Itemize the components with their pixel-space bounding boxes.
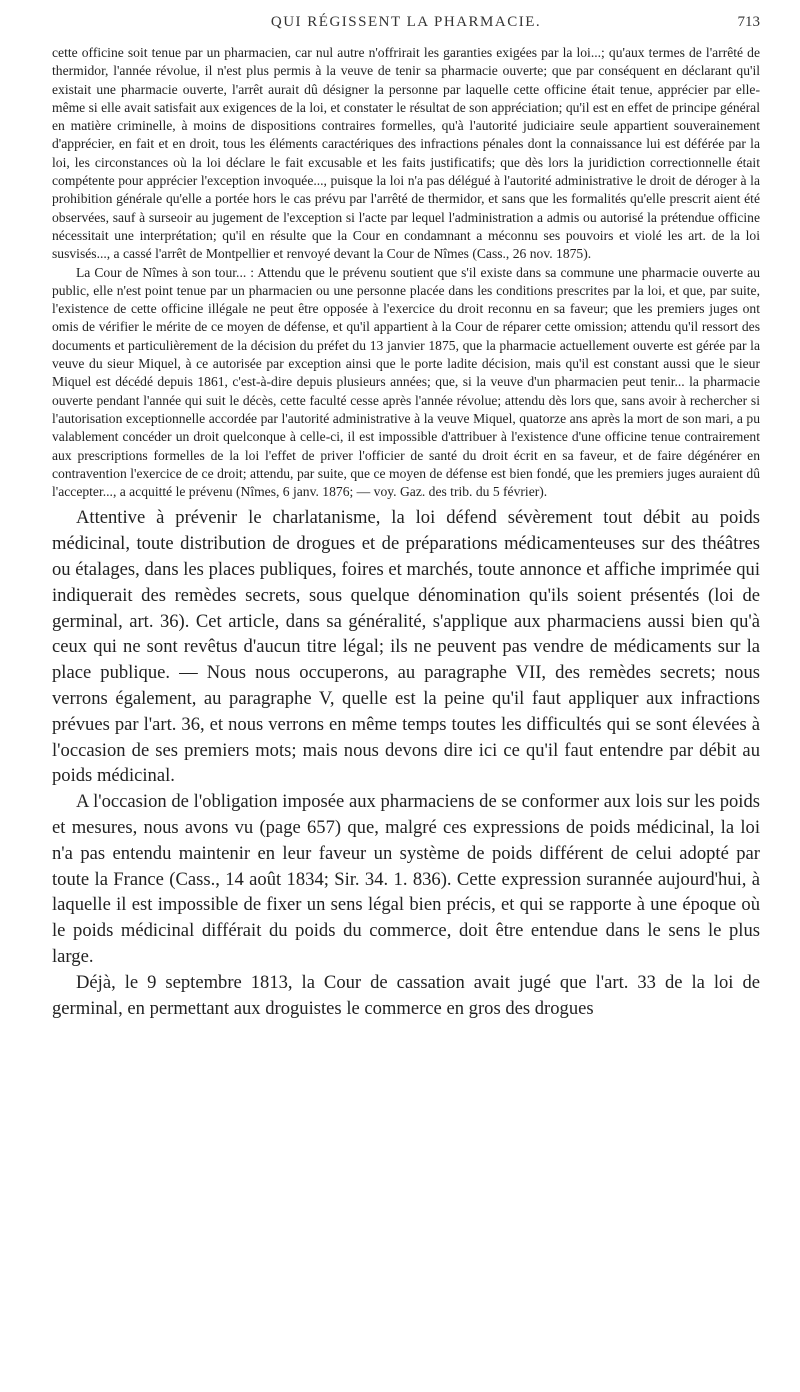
main-paragraph-3: Déjà, le 9 septembre 1813, la Cour de cassation avait jugé que l'art. 33 de la loi de germinal, en permettant aux droguistes le commerce en gros des drogues <box>52 971 760 1019</box>
quoted-judgments <box>52 44 760 501</box>
main-paragraph-1: Attentive à prévenir le charlatanisme, la loi défend sévèrement tout débit au poids médicinal, toute distribution de drogues et de préparations médicamenteuses sur des théâtres ou étalages, dans les places publiques, foires et marchés, toute annonce et affiche imprimée qui indiquerait des remèdes secrets, sous quelque dénomination qu'ils soient présentés (loi de germinal, art. 36). Cet article, dans sa généralité, s'applique aux pharmaciens aussi bien qu'à ceux qui ne sont revêtus d'aucun titre légal; ils ne peuvent pas vendre de médicaments sur la place publique. — Nous nous occuperons, au paragraphe VII, des remèdes secrets; nous verrons également, au paragraphe V, quelle est la peine qu'il faut appliquer aux infractions prévues par l'art. 36, et nous verrons en même temps toutes les difficultés qui se sont élevées à l'occasion de ses premiers mots; mais nous devons dire ici ce qu'il faut entendre par débit au poids médicinal. <box>52 507 760 787</box>
book-page <box>52 14 760 1384</box>
main-text <box>52 505 760 1021</box>
running-header <box>52 14 760 44</box>
small-paragraph-2: La Cour de Nîmes à son tour... : Attendu que le prévenu soutient que s'il existe dans sa commune une pharmacie ouverte au public, elle n'est point tenue par un pharmacien ou une personne placée dans les conditions prescrites par la loi, et que, par suite, l'existence de cette officine illégale ne peut être opposée à l'exercice du droit reconnu en sa faveur; que les premiers juges ont omis de vérifier le mérite de ce moyen de défense, et qu'il appartient à la Cour de réparer cette omission; attendu qu'il ressort des documents et particulièrement de la décision du préfet du 13 janvier 1875, que la pharmacie actuellement ouverte est gérée par la veuve du sieur Miquel, à ce autorisée par exception ainsi que le porte ladite décision, mais qu'il est constant aussi que le sieur Miquel est décédé depuis 1861, c'est-à-dire depuis plusieurs années; que, si la veuve d'un pharmacien peut tenir... la pharmacie ouverte pendant l'année qui suit le décès, cette faculté cesse après l'année révolue; attendu dès lors que, sans avoir à rechercher si l'autorisation exceptionnelle accordée par l'autorité administrative à la veuve Miquel, quatorze ans après la mort de son mari, a pu valablement concéder un droit quelconque à celle-ci, il est impossible d'attribuer à l'existence d'une officine tenue contrairement aux prescriptions formelles de la loi l'effet de priver l'officier de santé du droit écrit en sa faveur, et de faire dégénérer en contravention l'exercice de ce droit; attendu, par suite, que ce moyen de défense est bien fondé, que les premiers juges auraient dû l'accepter..., a acquitté le prévenu (Nîmes, 6 janv. 1876; — voy. Gaz. des trib. du 5 février). <box>52 264 760 500</box>
small-paragraph-1: cette officine soit tenue par un pharmacien, car nul autre n'offrirait les garanties exigées par la loi...; qu'aux termes de l'arrêté de thermidor, l'année révolue, il n'est plus permis à la veuve de tenir sa pharmacie ouverte; que par conséquent en déclarant qu'il existait une pharmacie ouverte, l'arrêt aurait dû désigner la personne par laquelle cette officine était tenue, apprécier par elle-même si elle avait satisfait aux exigences de la loi, et constater le résultat de son appréciation; qu'il est en effet de principe général en matière criminelle, à moins de dispositions contraires formelles, qu'à l'autorité judiciaire seule appartient souverainement d'apprécier, en fait et en droit, tous les éléments caractériques des infractions pénales dont la connaissance lui est déférée par la loi, les circonstances où la loi déclare le fait excusable et les faits justificatifs; que dès lors la juridiction correctionnelle était compétente pour apprécier l'exception invoquée..., puisque la loi n'a pas délégué à l'autorité administrative le droit de déroger à la prohibition générale qu'elle a portée hors le cas prévu par l'arrêté de thermidor, et sans que les formalités qu'elle prescrit aient été observées, sauf à surseoir au jugement de l'exception si l'acte par lequel l'administration a admis ou autorisé la prétendue officine nécessitait une interprétation; qu'il en résulte que la Cour en condamnant a méconnu ses pouvoirs et violé les art. de la loi susvisés..., a cassé l'arrêt de Montpellier et renvoyé devant la Cour de Nîmes (Cass., 26 nov. 1875). <box>52 45 760 262</box>
page-number: 713 <box>737 14 760 30</box>
main-paragraph-2: A l'occasion de l'obligation imposée aux pharmaciens de se conformer aux lois sur les poids et mesures, nous avons vu (page 657) que, malgré ces expressions de poids médicinal, la loi n'a pas entendu maintenir en leur faveur un système de poids différent de celui adopté par toute la France (Cass., 14 août 1834; Sir. 34. 1. 836). Cette expression surannée aujourd'hui, à laquelle il est impossible de fixer un sens légal bien précis, et qui se rapporte à une époque où le poids médicinal différait du poids du commerce, doit être entendue dans le sens le plus large. <box>52 791 760 967</box>
running-title: QUI RÉGISSENT LA PHARMACIE. <box>270 14 542 30</box>
